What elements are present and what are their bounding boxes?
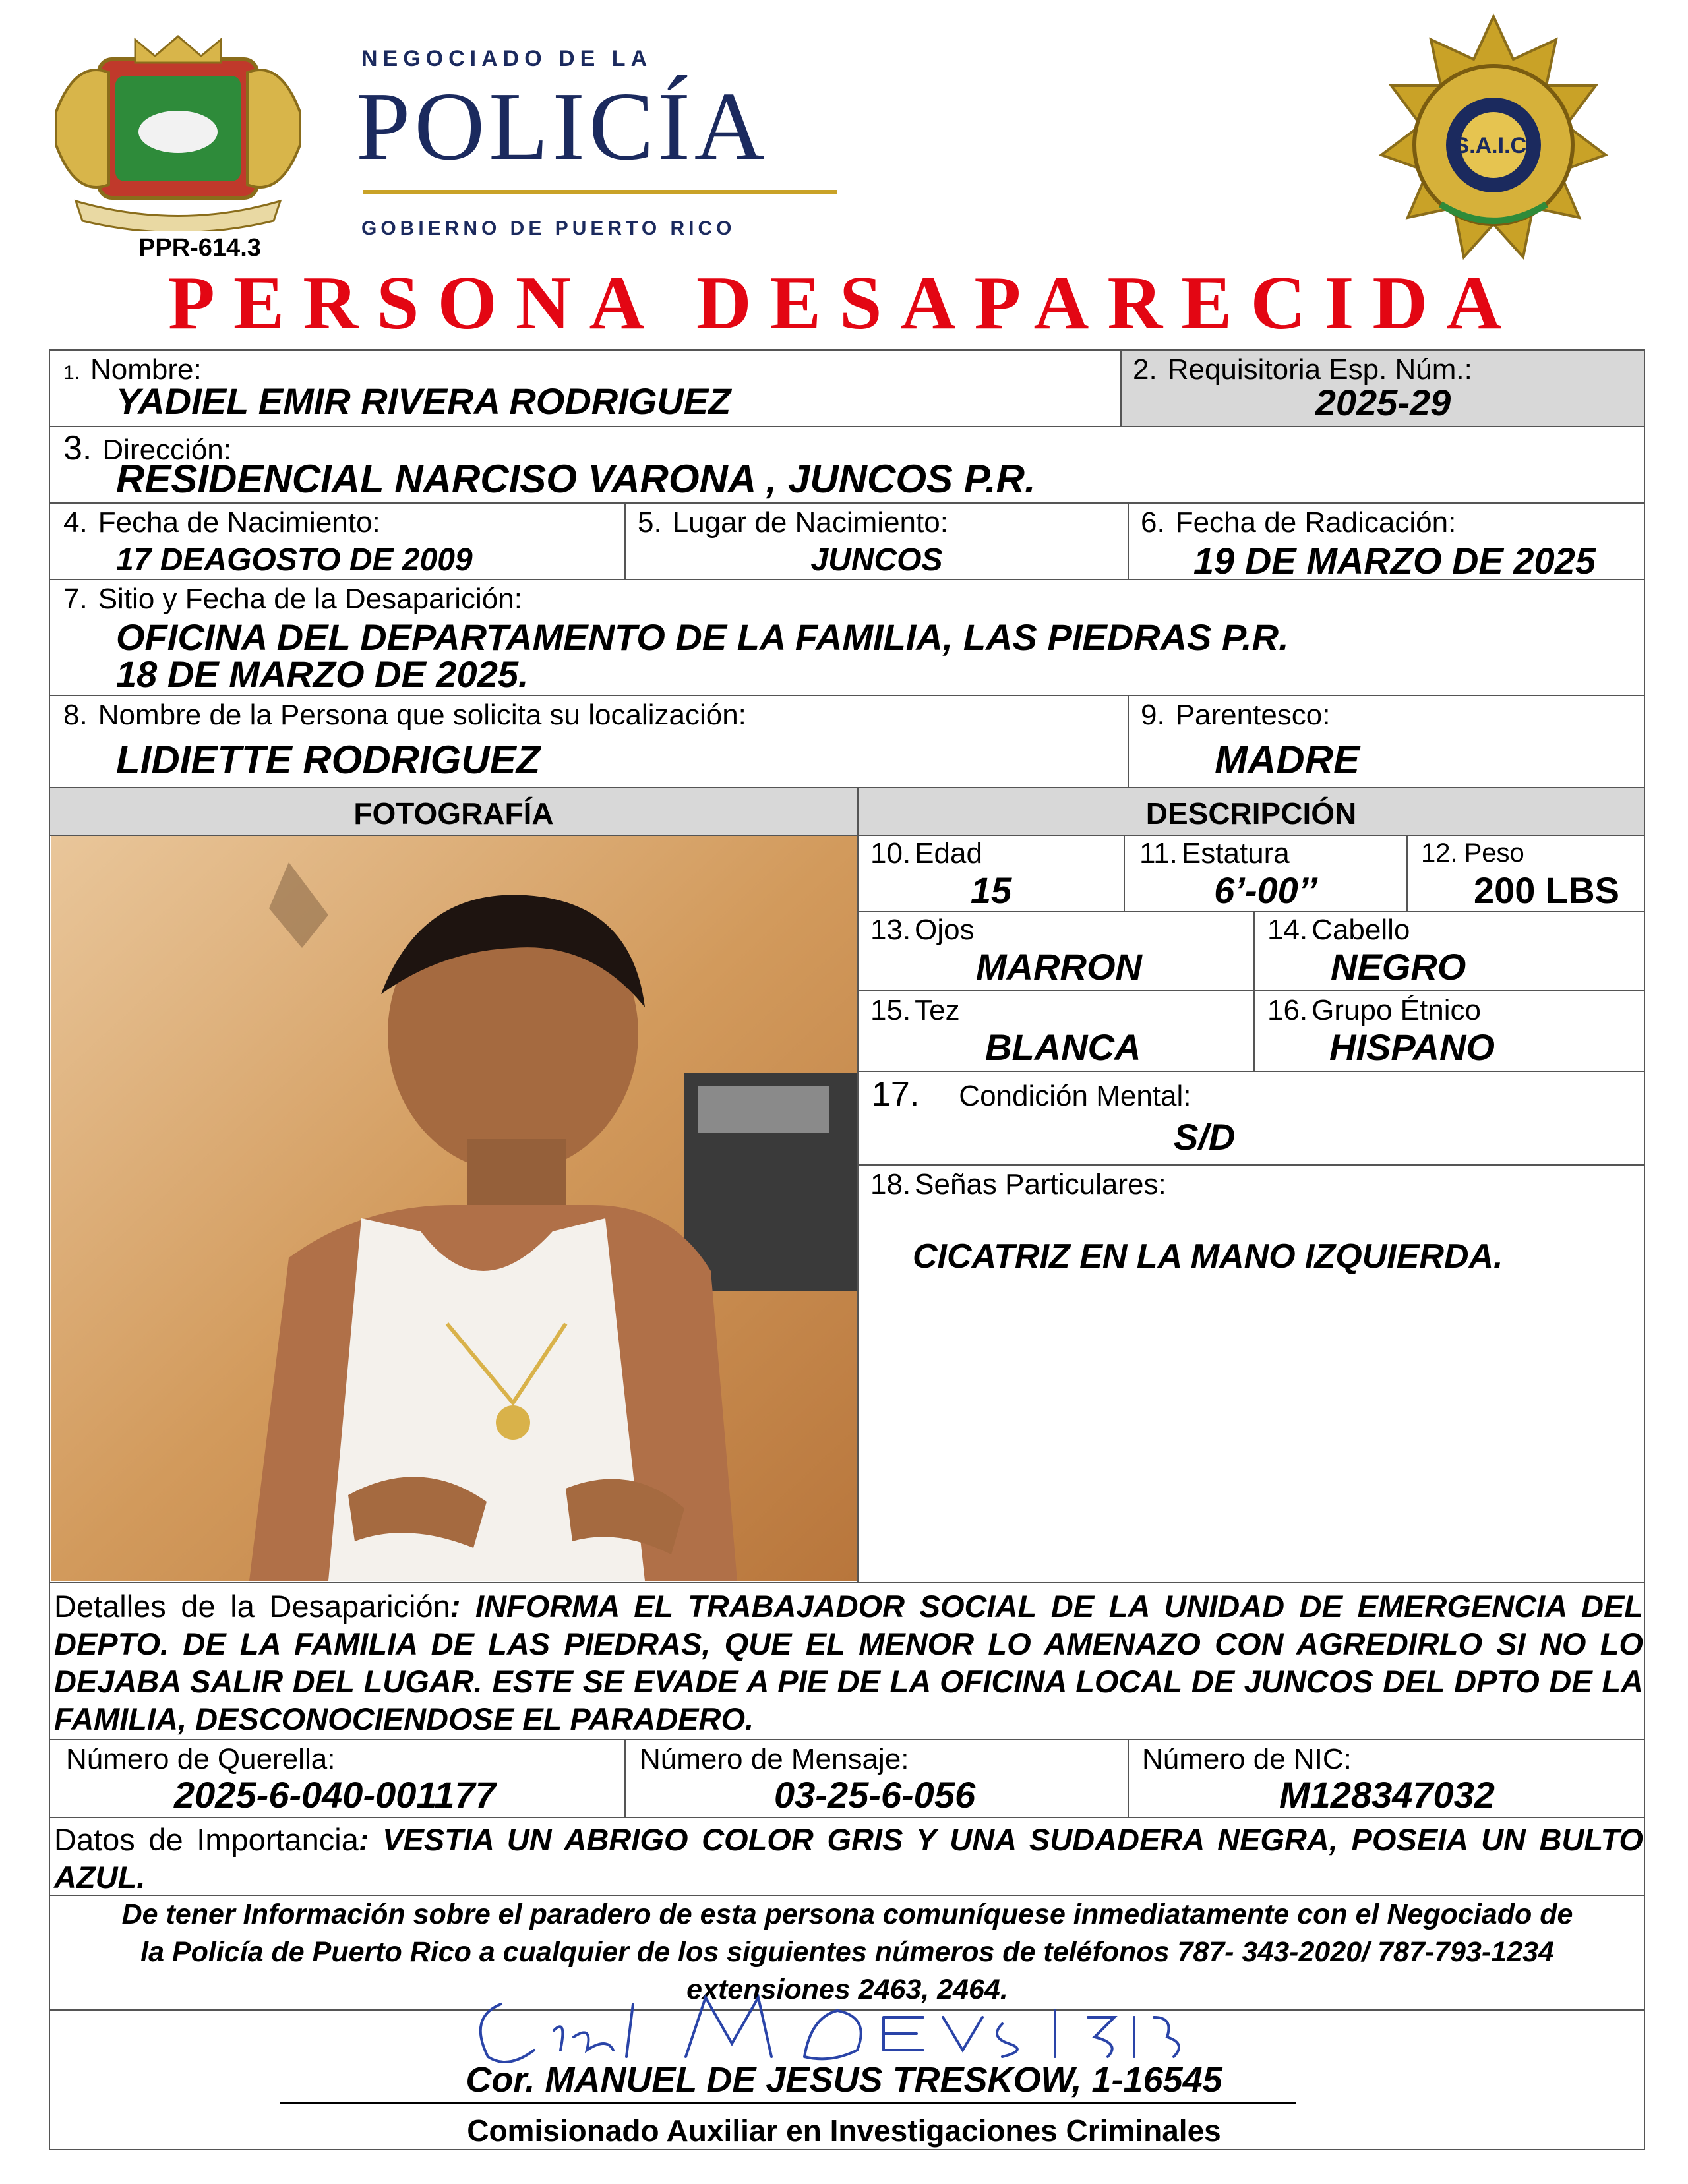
complaint-number-value: 2025-6-040-001177: [174, 1774, 496, 1815]
field-9-label: Parentesco:: [1175, 699, 1331, 731]
height-value: 6’-00’’: [1214, 870, 1317, 911]
details-label: Detalles de la Desaparición: [54, 1589, 450, 1624]
details-text: INFORMA EL TRABAJADOR SOCIAL DE LA UNIDAD DE EMERGENCIA DEL DEPTO. DE LA FAMILIA DE LAS PIEDRAS, QUE EL MENOR LO AMENAZO CON AGREDIRLO SI NO LO DEJABA SALIR DEL LUGAR. ESTE SE EVADE A PIE DE LA OFICINA LOCAL DE JUNCOS DEL DPTO DE LA FAMILIA, DESCONOCIENDOSE EL PARADERO.: [54, 1589, 1644, 1736]
field-6-number: 6.: [1141, 506, 1165, 539]
field-17-label: Condición Mental:: [959, 1080, 1191, 1112]
field-8-label: Nombre de la Persona que solicita su localización:: [98, 699, 746, 731]
age-value: 15: [970, 870, 1012, 911]
field-senas-particulares: [857, 1164, 1645, 1583]
field-10-label: Edad: [915, 837, 982, 870]
field-1-label: Nombre:: [90, 353, 202, 386]
filing-date-value: 19 DE MARZO DE 2025: [1193, 540, 1596, 581]
notice-line-2: la Policía de Puerto Rico a cualquier de los siguientes números de teléfonos 787- 343-2020/ 787-793-1234: [140, 1936, 1554, 1968]
disappearance-place-value: OFICINA DEL DEPARTAMENTO DE LA FAMILIA, LAS PIEDRAS P.R.: [116, 616, 1289, 658]
hair-value: NEGRO: [1331, 946, 1466, 988]
field-10-number: 10.: [870, 837, 911, 870]
nic-number-value: M128347032: [1279, 1774, 1495, 1815]
requisition-value: 2025-29: [1315, 382, 1451, 423]
field-11-label: Estatura: [1181, 837, 1290, 870]
agency-name-sub: GOBIERNO DE PUERTO RICO: [361, 218, 736, 239]
relationship-value: MADRE: [1215, 738, 1360, 782]
field-7-number: 7.: [63, 583, 88, 615]
poster-title: PERSONA DESAPARECIDA: [168, 261, 1520, 345]
field-3-number: 3.: [63, 429, 92, 467]
field-18-number: 18.: [870, 1168, 911, 1200]
eyes-value: MARRON: [976, 946, 1142, 988]
field-9-number: 9.: [1141, 699, 1165, 731]
photo-header: FOTOGRAFÍA: [353, 796, 554, 831]
field-5-number: 5.: [638, 506, 662, 539]
agency-name-top: NEGOCIADO DE LA: [361, 46, 653, 71]
message-number-label: Número de Mensaje:: [640, 1743, 909, 1775]
mental-condition-value: S/D: [1174, 1116, 1236, 1158]
description-header: DESCRIPCIÓN: [1145, 796, 1357, 831]
field-12-number: 12.: [1421, 839, 1458, 868]
ethnic-group-value: HISPANO: [1329, 1026, 1495, 1068]
requester-value: LIDIETTE RODRIGUEZ: [116, 738, 541, 782]
field-15-number: 15.: [870, 994, 911, 1026]
birth-place-value: JUNCOS: [810, 543, 943, 577]
form-code: PPR-614.3: [138, 234, 261, 262]
missing-person-photo: [51, 836, 857, 1581]
field-2-number: 2.: [1133, 353, 1157, 386]
field-4-number: 4.: [63, 506, 88, 539]
importance-data: Datos de Importancia: VESTIA UN ABRIGO COLOR GRIS Y UNA SUDADERA NEGRA, POSEIA UN BULTO AZUL.: [54, 1822, 1643, 1895]
field-18-label: Señas Particulares:: [915, 1168, 1166, 1200]
field-2-label: Requisitoria Esp. Núm.:: [1167, 353, 1472, 386]
field-13-number: 13.: [870, 914, 911, 946]
field-8-number: 8.: [63, 699, 88, 731]
field-15-label: Tez: [915, 994, 960, 1026]
message-number-value: 03-25-6-056: [774, 1774, 976, 1815]
field-14-label: Cabello: [1311, 914, 1410, 946]
signer-name: Cor. MANUEL DE JESUS TRESKOW, 1-16545: [466, 2060, 1222, 2100]
field-6-label: Fecha de Radicación:: [1175, 506, 1457, 539]
saic-police-badge-logo: [1378, 13, 1609, 277]
field-3-label: Dirección:: [102, 434, 231, 466]
address-value: RESIDENCIAL NARCISO VARONA , JUNCOS P.R.: [116, 457, 1036, 501]
disappearance-details: Detalles de la Desaparición: INFORMA EL TRABAJADOR SOCIAL DE LA UNIDAD DE EMERGENCIA DEL DEPTO. DE LA FAMILIA DE LAS PIEDRAS, QUE EL MENOR LO AMENAZO CON AGREDIRLO SI NO LO DEJABA SALIR DEL LUGAR. ESTE SE EVADE A PIE DE LA OFICINA LOCAL DE JUNCOS DEL DPTO DE LA FAMILIA, DESCONOCIENDOSE EL PARADERO.: [54, 1589, 1644, 1736]
complaint-number-label: Número de Querella:: [66, 1743, 336, 1775]
name-value: YADIEL EMIR RIVERA RODRIGUEZ: [116, 380, 731, 422]
field-16-label: Grupo Étnico: [1311, 994, 1481, 1026]
importance-label: Datos de Importancia: [54, 1822, 359, 1857]
nic-number-label: Número de NIC:: [1142, 1743, 1352, 1775]
field-1-number: 1.: [63, 362, 80, 384]
field-11-number: 11.: [1139, 837, 1178, 870]
field-14-number: 14.: [1267, 914, 1308, 946]
distinguishing-marks-value: CICATRIZ EN LA MANO IZQUIERDA.: [913, 1237, 1503, 1276]
svg-text:S.A.I.C.: S.A.I.C.: [1454, 133, 1533, 158]
field-17-number: 17.: [872, 1075, 920, 1113]
field-7-label: Sitio y Fecha de la Desaparición:: [98, 583, 522, 615]
signer-title: Comisionado Auxiliar en Investigaciones Criminales: [467, 2113, 1221, 2148]
field-5-label: Lugar de Nacimiento:: [672, 506, 948, 539]
weight-value: 200 LBS: [1474, 870, 1619, 911]
field-16-number: 16.: [1267, 994, 1308, 1026]
field-4-label: Fecha de Nacimiento:: [98, 506, 380, 539]
puerto-rico-coat-of-arms-logo: [36, 33, 320, 231]
field-12-label: Peso: [1464, 839, 1524, 868]
signature-line: [280, 2102, 1296, 2104]
agency-divider: [363, 190, 837, 194]
complexion-value: BLANCA: [985, 1026, 1141, 1068]
disappearance-date-value: 18 DE MARZO DE 2025.: [116, 653, 529, 695]
agency-name-main: POLICÍA: [356, 73, 769, 181]
importance-text: VESTIA UN ABRIGO COLOR GRIS Y UNA SUDADERA NEGRA, POSEIA UN BULTO AZUL.: [54, 1822, 1643, 1895]
field-13-label: Ojos: [915, 914, 975, 946]
birth-date-value: 17 DEAGOSTO DE 2009: [116, 543, 473, 577]
notice-line-3: extensiones 2463, 2464.: [686, 1974, 1008, 2005]
notice-line-1: De tener Información sobre el paradero de esta persona comuníquese inmediatamente con el Negociado de: [121, 1899, 1573, 1930]
